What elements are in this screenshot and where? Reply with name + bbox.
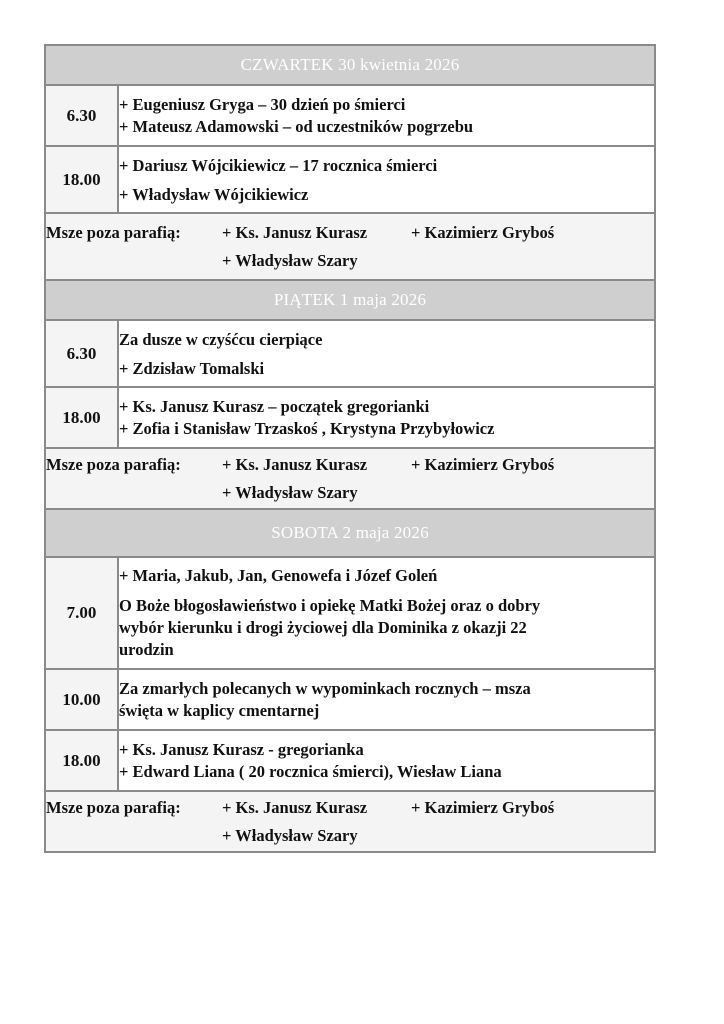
intention-line: + Edward Liana ( 20 rocznica śmierci), Wiesław Liana	[119, 761, 502, 781]
day-title: SOBOTA 2 maja 2026	[45, 509, 655, 557]
mass-intentions	[118, 387, 655, 448]
outside-masses	[45, 448, 655, 509]
outside-label: Msze poza parafią:	[46, 222, 181, 242]
intention-line: + Władysław Wójcikiewicz	[119, 184, 309, 204]
intention-line: wybór kierunku i drogi życiowej dla Dominika z okazji 22	[119, 618, 527, 637]
outside-person: + Ks. Janusz Kurasz	[222, 222, 368, 242]
day-header-friday	[45, 280, 655, 320]
mass-row	[45, 320, 655, 387]
intention-line: + Dariusz Wójcikiewicz – 17 rocznica śmierci	[119, 155, 438, 175]
mass-schedule-table	[44, 44, 656, 853]
mass-time: 18.00	[45, 730, 118, 791]
mass-intentions	[118, 85, 655, 146]
outside-masses-row	[45, 448, 655, 509]
outside-person: + Ks. Janusz Kurasz	[222, 454, 368, 474]
intention-line: + Zofia i Stanisław Trzaskoś , Krystyna Przybyłowicz	[119, 418, 495, 438]
mass-time: 6.30	[45, 320, 118, 387]
outside-label: Msze poza parafią:	[46, 454, 181, 474]
outside-person: + Ks. Janusz Kurasz	[222, 797, 368, 817]
outside-masses-row	[45, 213, 655, 280]
mass-intentions	[118, 669, 655, 730]
outside-label: Msze poza parafią:	[46, 797, 181, 817]
outside-person: + Władysław Szary	[222, 825, 358, 845]
day-header-thursday	[45, 45, 655, 85]
intention-line: + Mateusz Adamowski – od uczestników pogrzebu	[119, 116, 474, 136]
outside-person: + Kazimierz Gryboś	[411, 454, 555, 474]
outside-masses-row	[45, 791, 655, 852]
intention-line: + Ks. Janusz Kurasz – początek gregorianki	[119, 396, 430, 416]
mass-intentions	[118, 146, 655, 213]
day-title: PIĄTEK 1 maja 2026	[45, 280, 655, 320]
outside-masses	[45, 791, 655, 852]
intention-line: Za dusze w czyśćcu cierpiące	[119, 329, 323, 349]
mass-row	[45, 730, 655, 791]
mass-row	[45, 85, 655, 146]
mass-intentions	[118, 320, 655, 387]
intention-line: urodzin	[119, 640, 174, 659]
intention-line: O Boże błogosławieństwo i opiekę Matki Bożej oraz o dobry	[119, 596, 541, 615]
mass-intentions	[118, 557, 655, 669]
mass-row	[45, 557, 655, 669]
intention-line: + Eugeniusz Gryga – 30 dzień po śmierci	[119, 94, 406, 114]
mass-time: 10.00	[45, 669, 118, 730]
day-title: CZWARTEK 30 kwietnia 2026	[45, 45, 655, 85]
outside-person: + Władysław Szary	[222, 250, 358, 270]
mass-row	[45, 387, 655, 448]
outside-masses	[45, 213, 655, 280]
mass-time: 6.30	[45, 85, 118, 146]
intention-line: + Zdzisław Tomalski	[119, 358, 265, 378]
day-header-saturday	[45, 509, 655, 557]
mass-time: 7.00	[45, 557, 118, 669]
outside-person: + Władysław Szary	[222, 482, 358, 502]
mass-row	[45, 146, 655, 213]
mass-time: 18.00	[45, 146, 118, 213]
intention-line: Za zmarłych polecanych w wypominkach rocznych – msza	[119, 678, 531, 698]
outside-person: + Kazimierz Gryboś	[411, 797, 555, 817]
mass-time: 18.00	[45, 387, 118, 448]
intention-line: święta w kaplicy cmentarnej	[119, 700, 320, 720]
intention-line: + Maria, Jakub, Jan, Genowefa i Józef Goleń	[119, 566, 438, 585]
mass-row	[45, 669, 655, 730]
intention-line: + Ks. Janusz Kurasz - gregorianka	[119, 739, 364, 759]
mass-intentions	[118, 730, 655, 791]
outside-person: + Kazimierz Gryboś	[411, 222, 555, 242]
